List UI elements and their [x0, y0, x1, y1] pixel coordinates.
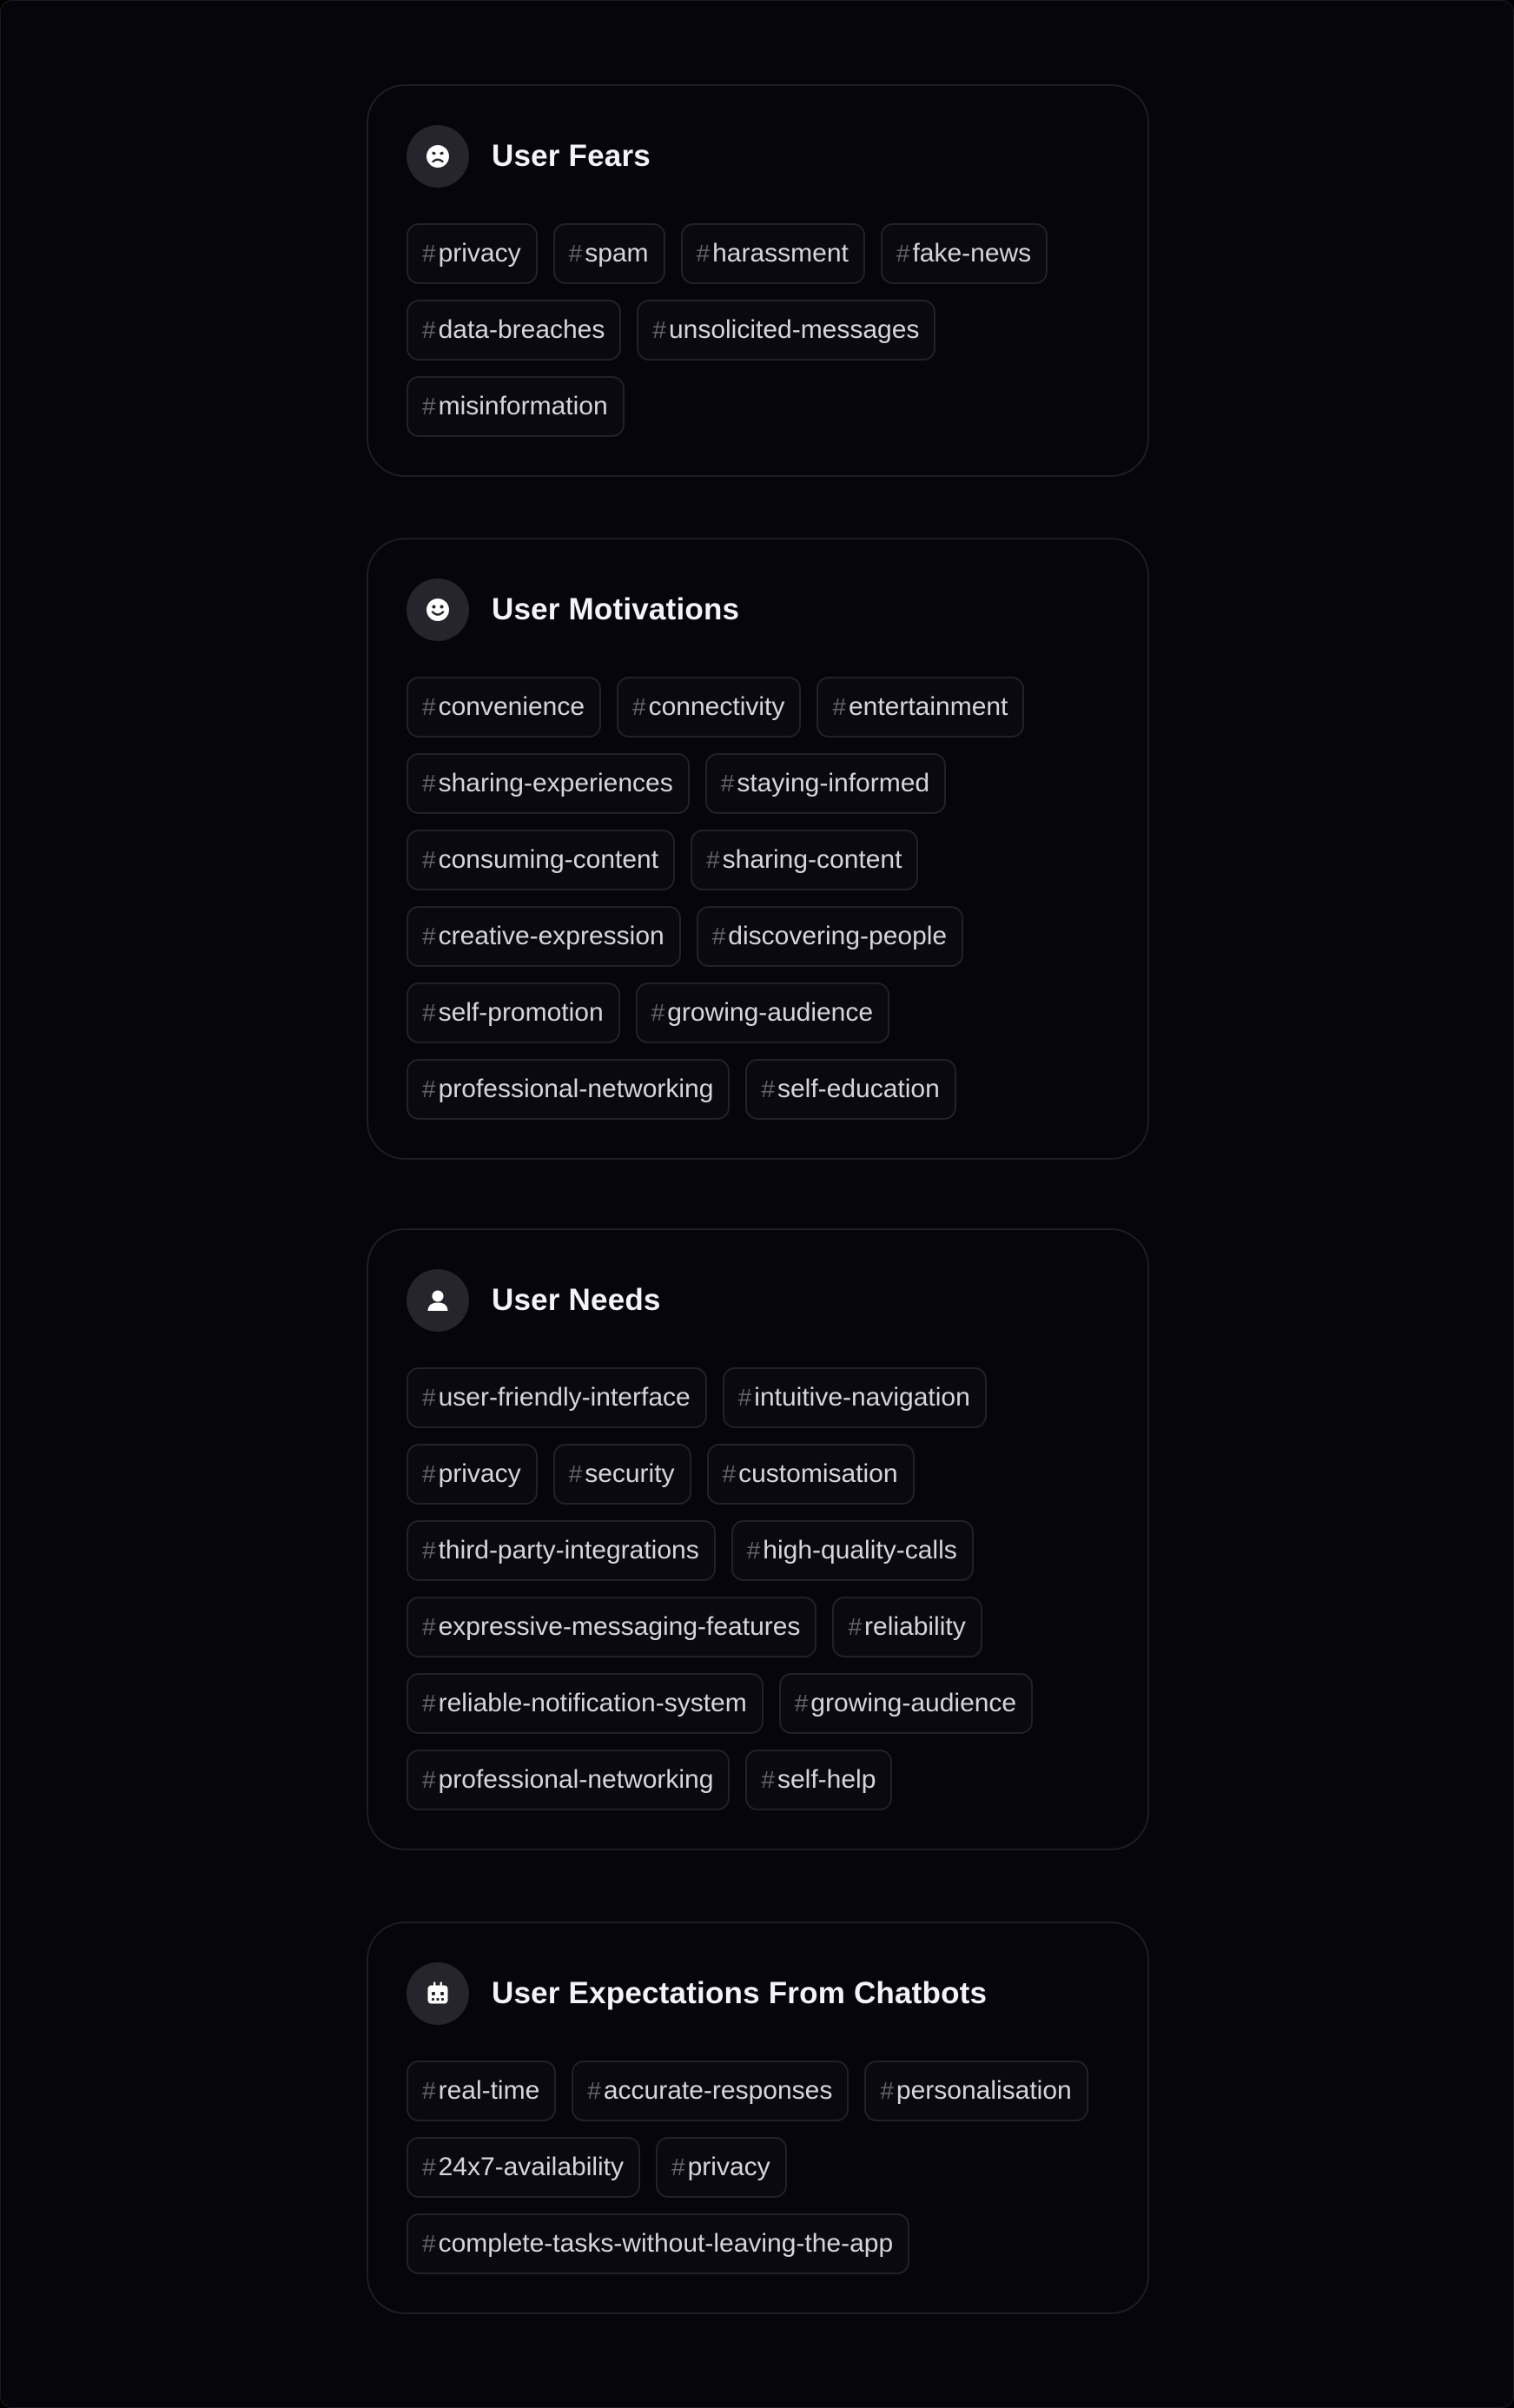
hash-symbol: #: [422, 1075, 436, 1102]
tag-harassment[interactable]: [681, 223, 865, 284]
tag-high-quality-calls[interactable]: [731, 1520, 974, 1581]
tag-label: privacy: [438, 239, 521, 268]
tag-professional-networking[interactable]: [407, 1059, 730, 1120]
tag-label: intuitive-navigation: [754, 1383, 970, 1412]
tag-label: creative-expression: [438, 922, 664, 950]
tag-list: [407, 677, 1109, 1120]
hash-symbol: #: [422, 923, 436, 949]
tag-self-education[interactable]: [745, 1059, 955, 1120]
tag-fake-news[interactable]: [881, 223, 1048, 284]
card-user-needs: [367, 1228, 1149, 1850]
tag-label: self-help: [777, 1765, 876, 1794]
tag-list: [407, 2061, 1109, 2274]
hash-symbol: #: [422, 846, 436, 873]
tag-label: self-promotion: [438, 998, 604, 1027]
card-user-fears: [367, 84, 1149, 477]
tag-self-help[interactable]: [745, 1750, 892, 1810]
hash-symbol: #: [848, 1613, 863, 1640]
tag-professional-networking[interactable]: [407, 1750, 730, 1810]
tag-label: entertainment: [848, 692, 1008, 721]
tag-label: 24x7-availability: [438, 2153, 625, 2181]
tag-list: [407, 1367, 1109, 1810]
tag-creative-expression[interactable]: [407, 906, 681, 967]
tag-label: privacy: [438, 1459, 521, 1488]
card-header: [407, 1961, 1109, 2026]
card-title: User Fears: [492, 139, 651, 173]
tag-unsolicited-messages[interactable]: [637, 300, 936, 361]
tag-label: fake-news: [912, 239, 1032, 268]
tag-label: high-quality-calls: [763, 1536, 957, 1565]
tag-label: professional-networking: [438, 1765, 714, 1794]
hash-symbol: #: [720, 770, 735, 797]
tag-label: sharing-content: [722, 845, 902, 874]
hash-symbol: #: [761, 1766, 775, 1793]
tag-label: customisation: [738, 1459, 898, 1488]
hash-symbol: #: [422, 2077, 436, 2104]
hash-symbol: #: [761, 1075, 775, 1102]
tag-growing-audience[interactable]: [779, 1673, 1033, 1734]
smile-face-icon: [407, 579, 469, 641]
hash-symbol: #: [651, 999, 665, 1026]
user-icon: [407, 1269, 469, 1332]
hash-symbol: #: [568, 1460, 583, 1487]
tag-convenience[interactable]: [407, 677, 601, 738]
tag-reliability[interactable]: [832, 1597, 982, 1657]
hash-symbol: #: [422, 316, 436, 343]
hash-symbol: #: [422, 2153, 436, 2180]
hash-symbol: #: [422, 770, 436, 797]
tag-user-friendly-interface[interactable]: [407, 1367, 707, 1428]
tag-label: misinformation: [438, 392, 608, 420]
tag-label: user-friendly-interface: [438, 1383, 691, 1412]
hash-symbol: #: [422, 240, 436, 267]
hash-symbol: #: [706, 846, 720, 873]
hash-symbol: #: [652, 316, 666, 343]
tag-third-party-integrations[interactable]: [407, 1520, 716, 1581]
tag-label: reliable-notification-system: [438, 1689, 747, 1717]
card-header: [407, 578, 1109, 642]
hash-symbol: #: [832, 693, 846, 720]
hash-symbol: #: [422, 2230, 436, 2257]
frown-face-icon: [407, 125, 469, 188]
tag-label: connectivity: [648, 692, 785, 721]
tag-label: growing-audience: [667, 998, 874, 1027]
hash-symbol: #: [422, 999, 436, 1026]
hash-symbol: #: [422, 693, 436, 720]
card-title: User Expectations From Chatbots: [492, 1976, 988, 2010]
hash-symbol: #: [422, 1384, 436, 1411]
hash-symbol: #: [671, 2153, 685, 2180]
tag-label: harassment: [712, 239, 849, 268]
tag-label: personalisation: [896, 2076, 1072, 2105]
tag-personalisation[interactable]: [864, 2061, 1088, 2121]
tag-label: unsolicited-messages: [668, 315, 920, 344]
hash-symbol: #: [568, 240, 583, 267]
hash-symbol: #: [422, 1460, 436, 1487]
bot-icon: [407, 1962, 469, 2025]
tag-data-breaches[interactable]: [407, 300, 621, 361]
hash-symbol: #: [794, 1690, 809, 1717]
hash-symbol: #: [422, 1537, 436, 1564]
tag-spam[interactable]: [553, 223, 665, 284]
card-title: User Needs: [492, 1283, 661, 1317]
tag-self-promotion[interactable]: [407, 982, 620, 1043]
card-user-expectations-from-chatbots: [367, 1922, 1149, 2314]
tag-entertainment[interactable]: [817, 677, 1024, 738]
tag-label: data-breaches: [438, 315, 605, 344]
tag-complete-tasks-without-leaving-the-app[interactable]: [407, 2213, 909, 2274]
tag-consuming-content[interactable]: [407, 830, 675, 890]
tag-label: real-time: [438, 2076, 540, 2105]
tag-label: sharing-experiences: [438, 769, 673, 797]
hash-symbol: #: [880, 2077, 894, 2104]
tag-label: reliability: [864, 1612, 966, 1641]
hash-symbol: #: [422, 393, 436, 420]
hash-symbol: #: [632, 693, 646, 720]
tag-list: [407, 223, 1109, 437]
tag-reliable-notification-system[interactable]: [407, 1673, 764, 1734]
tag-staying-informed[interactable]: [705, 753, 946, 814]
hash-symbol: #: [587, 2077, 601, 2104]
tag-label: expressive-messaging-features: [438, 1612, 801, 1641]
hash-symbol: #: [737, 1384, 752, 1411]
tag-label: staying-informed: [737, 769, 930, 797]
card-user-motivations: [367, 538, 1149, 1160]
tag-intuitive-navigation[interactable]: [723, 1367, 987, 1428]
tag-label: privacy: [687, 2153, 770, 2181]
card-header: [407, 124, 1109, 189]
tag-sharing-content[interactable]: [691, 830, 918, 890]
tag-growing-audience[interactable]: [636, 982, 889, 1043]
tag-accurate-responses[interactable]: [572, 2061, 849, 2121]
card-header: [407, 1268, 1109, 1333]
tag-label: consuming-content: [438, 845, 659, 874]
tag-sharing-experiences[interactable]: [407, 753, 690, 814]
tag-privacy[interactable]: [656, 2137, 787, 2198]
tag-label: convenience: [438, 692, 585, 721]
hash-symbol: #: [422, 1766, 436, 1793]
hash-symbol: #: [422, 1613, 436, 1640]
tag-connectivity[interactable]: [617, 677, 801, 738]
tag-discovering-people[interactable]: [697, 906, 963, 967]
hash-symbol: #: [422, 1690, 436, 1717]
tag-label: accurate-responses: [603, 2076, 833, 2105]
tag-label: security: [585, 1459, 675, 1488]
tag-customisation[interactable]: [707, 1444, 915, 1505]
tag-privacy[interactable]: [407, 223, 538, 284]
tag-label: complete-tasks-without-leaving-the-app: [438, 2229, 894, 2258]
tag-label: professional-networking: [438, 1075, 714, 1103]
tag-label: self-education: [777, 1075, 940, 1103]
tag-24x7-availability[interactable]: [407, 2137, 640, 2198]
hash-symbol: #: [896, 240, 910, 267]
tag-label: growing-audience: [810, 1689, 1017, 1717]
hash-symbol: #: [696, 240, 711, 267]
tag-real-time[interactable]: [407, 2061, 556, 2121]
hash-symbol: #: [711, 923, 726, 949]
hash-symbol: #: [746, 1537, 761, 1564]
tag-privacy[interactable]: [407, 1444, 538, 1505]
tag-label: spam: [585, 239, 649, 268]
hash-symbol: #: [722, 1460, 737, 1487]
tag-label: discovering-people: [728, 922, 948, 950]
tag-expressive-messaging-features[interactable]: [407, 1597, 817, 1657]
tag-misinformation[interactable]: [407, 376, 625, 437]
card-title: User Motivations: [492, 592, 740, 626]
tag-security[interactable]: [553, 1444, 691, 1505]
tag-label: third-party-integrations: [438, 1536, 699, 1565]
